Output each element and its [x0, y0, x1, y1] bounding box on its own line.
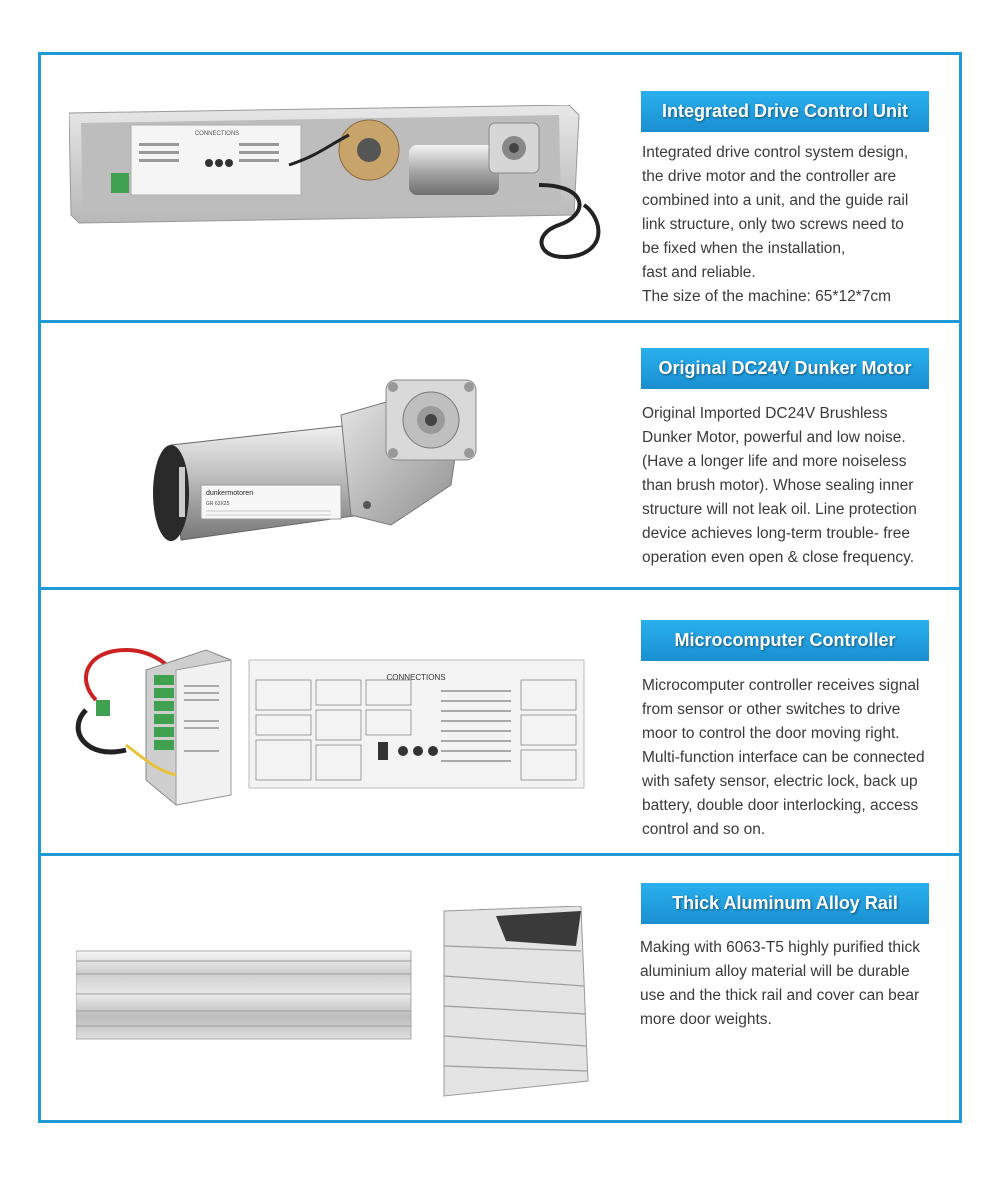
description-line: aluminium alloy material will be durable: [640, 963, 910, 980]
section-title: Integrated Drive Control Unit: [641, 91, 929, 132]
description-line: battery, double door interlocking, access: [642, 797, 919, 814]
section-description: [642, 674, 925, 842]
motor-model-label: GR 63X25: [206, 501, 230, 507]
motor-photo: [131, 375, 491, 555]
description-line: link structure, only two screws need to: [642, 216, 904, 233]
motor-brand-label: dunkermotoren: [206, 490, 254, 497]
section-description: [642, 141, 908, 309]
section-rail: [41, 856, 959, 1120]
description-line: Multi-function interface can be connected: [642, 749, 925, 766]
description-line: than brush motor). Whose sealing inner: [642, 477, 914, 494]
section-title: Thick Aluminum Alloy Rail: [641, 883, 929, 924]
description-line: structure will not leak oil. Line protection: [642, 501, 917, 518]
section-drive-unit: [41, 55, 959, 320]
description-line: with safety sensor, electric lock, back up: [642, 773, 918, 790]
description-line: control and so on.: [642, 821, 766, 838]
description-line: moor to control the door moving right.: [642, 725, 900, 742]
drive-unit-label: CONNECTIONS: [194, 131, 240, 137]
description-line: use and the thick rail and cover can bear: [640, 987, 920, 1004]
section-title: Original DC24V Dunker Motor: [641, 348, 929, 389]
section-description: [642, 402, 917, 570]
description-line: operation even open & close frequency.: [642, 549, 915, 566]
description-line: be fixed when the installation,: [642, 240, 846, 257]
section-description: [640, 936, 920, 1032]
description-line: The size of the machine: 65*12*7cm: [642, 288, 891, 305]
description-line: device achieves long-term trouble- free: [642, 525, 910, 542]
description-line: Integrated drive control system design,: [642, 144, 909, 161]
controller-label: CONNECTIONS: [386, 673, 446, 682]
description-line: combined into a unit, and the guide rail: [642, 192, 909, 209]
description-line: Microcomputer controller receives signal: [642, 677, 920, 694]
section-motor: [41, 323, 959, 587]
drive-unit-photo: [69, 105, 609, 275]
description-line: fast and reliable.: [642, 264, 756, 281]
description-line: the drive motor and the controller are: [642, 168, 897, 185]
description-line: Original Imported DC24V Brushless: [642, 405, 888, 422]
description-line: from sensor or other switches to drive: [642, 701, 901, 718]
description-line: Dunker Motor, powerful and low noise.: [642, 429, 906, 446]
product-feature-frame: [38, 52, 962, 1123]
controller-photo: [66, 630, 591, 810]
description-line: Making with 6063-T5 highly purified thick: [640, 939, 920, 956]
description-line: (Have a longer life and more noiseless: [642, 453, 907, 470]
rail-photo: [76, 906, 596, 1106]
section-title: Microcomputer Controller: [641, 620, 929, 661]
description-line: more door weights.: [640, 1011, 772, 1028]
section-controller: [41, 590, 959, 853]
